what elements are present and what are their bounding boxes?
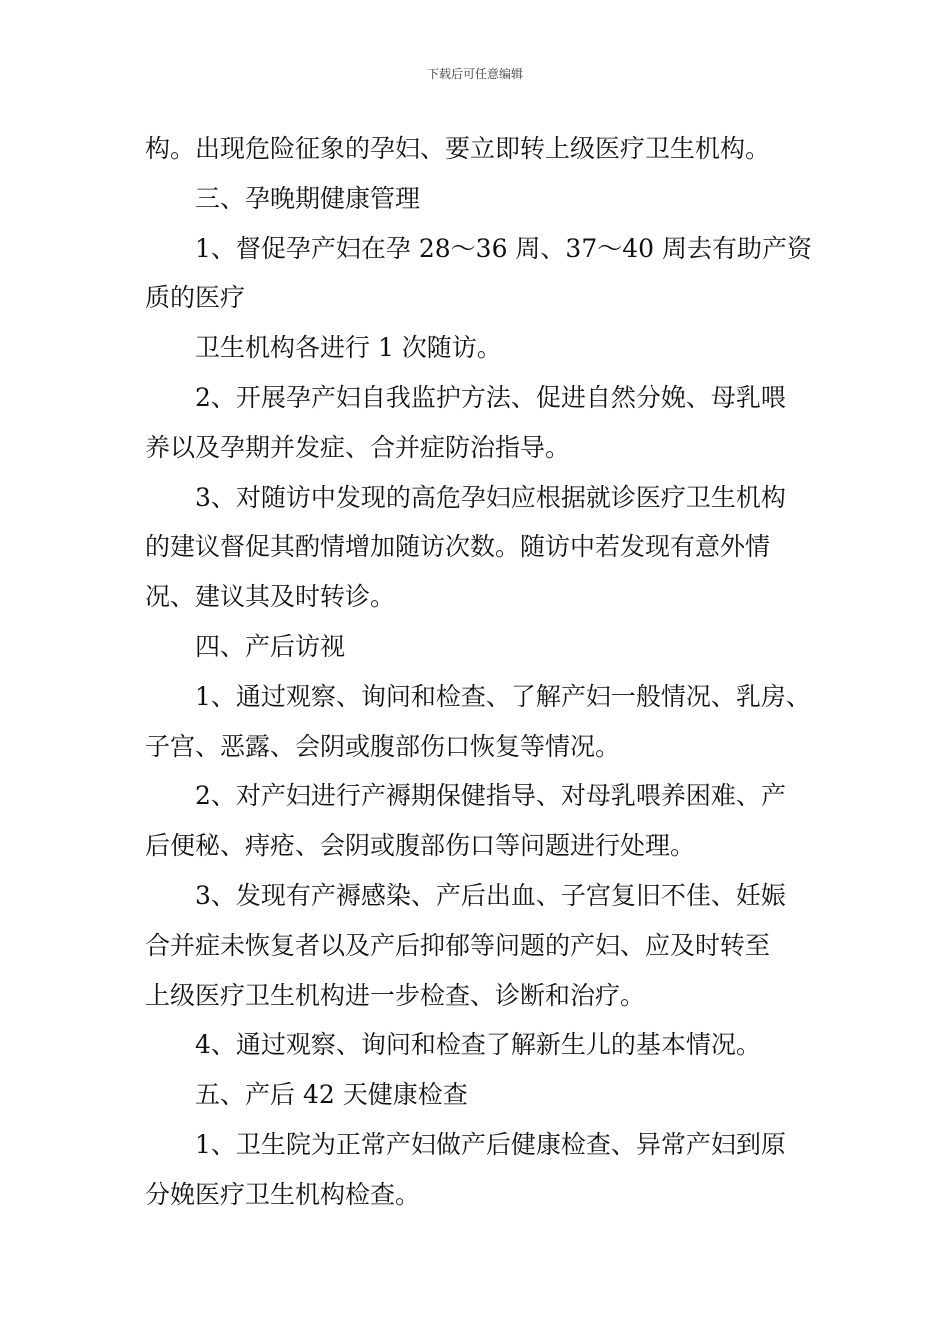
- text-line: 2、对产妇进行产褥期保健指导、对母乳喂养困难、产: [195, 781, 786, 811]
- section-heading: 三、孕晚期健康管理: [195, 183, 421, 213]
- text-line: 2、开展孕产妇自我监护方法、促进自然分娩、母乳喂: [195, 382, 786, 412]
- text-line: 1、卫生院为正常产妇做产后健康检查、异常产妇到原: [195, 1129, 786, 1159]
- text-line: 质的医疗: [145, 283, 246, 313]
- text-line: 后便秘、痔疮、会阴或腹部伤口等问题进行处理。: [145, 831, 696, 861]
- text-line: 上级医疗卫生机构进一步检查、诊断和治疗。: [145, 980, 646, 1010]
- text-line: 况、建议其及时转诊。: [145, 582, 396, 612]
- text-line: 养以及孕期并发症、合并症防治指导。: [145, 432, 571, 462]
- text-line: 构。出现危险征象的孕妇、要立即转上级医疗卫生机构。: [145, 134, 771, 163]
- text-line: 3、对随访中发现的高危孕妇应根据就诊医疗卫生机构: [195, 482, 786, 512]
- text-line: 合并症未恢复者以及产后抑郁等问题的产妇、应及时转至: [145, 930, 771, 960]
- text-line: 分娩医疗卫生机构检查。: [145, 1179, 421, 1209]
- text-line: 卫生机构各进行 1 次随访。: [195, 333, 502, 363]
- text-line: 的建议督促其酌情增加随访次数。随访中若发现有意外情: [145, 532, 771, 562]
- page-header: 下载后可任意编辑: [426, 67, 523, 81]
- text-line: 4、通过观察、询问和检查了解新生儿的基本情况。: [195, 1030, 761, 1060]
- section-heading: 五、产后 42 天健康检查: [195, 1080, 468, 1110]
- document-body: [145, 124, 835, 1220]
- text-line: 3、发现有产褥感染、产后出血、子宫复旧不佳、妊娠: [195, 880, 786, 910]
- text-line: 1、通过观察、询问和检查、了解产妇一般情况、乳房、: [195, 681, 811, 711]
- section-heading: 四、产后访视: [195, 631, 346, 661]
- text-line: 子宫、恶露、会阴或腹部伤口恢复等情况。: [145, 731, 621, 761]
- text-line: 1、督促孕产妇在孕 28～36 周、37～40 周去有助产资: [195, 233, 812, 263]
